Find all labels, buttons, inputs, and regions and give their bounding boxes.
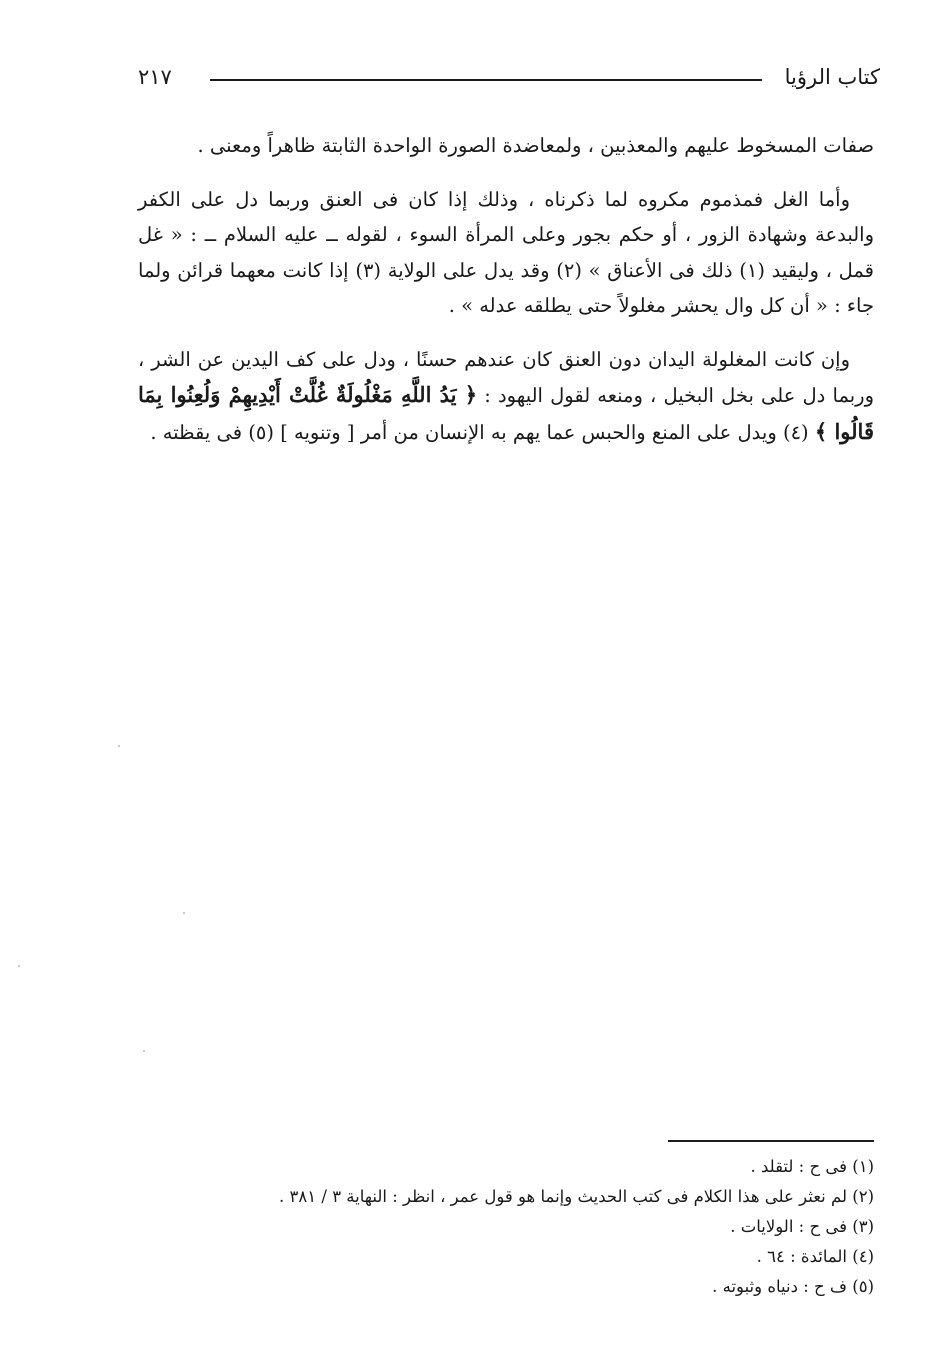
paragraph-text: وأما الغل فمذموم مكروه لما ذكرناه ، وذلك إذا كان فى العنق وربما دل على الكفر والبدعة وشهادة الزور ، أو حكم بجور وعلى المرأة السوء ، لقوله ــ عليه السلام ــ : « غل قمل ، وليقيد (١) ذلك فى الأعناق » (٢) وقد يدل على الولاية (٣) إذا كانت معهما قرائن ولما جاء : « أن كل وال يحشر مغلولاً حتى يطلقه عدله » . (138, 187, 875, 317)
scan-speck (183, 912, 185, 914)
footnote-5: (٥) ف ح : دنياه وثبوته . (712, 1277, 874, 1296)
footnote-4: (٤) المائدة : ٦٤ . (756, 1247, 874, 1266)
book-title: كتاب الرؤيا (784, 65, 880, 89)
paragraph-2 (138, 182, 874, 324)
paragraph-text-after-quote: (٤) ويدل على المنع والحبس عما يهم به الإنسان من أمر [ وتنويه ] (٥) فى يقظته . (150, 420, 815, 444)
running-header (138, 62, 880, 92)
header-rule (210, 79, 762, 81)
footnote-3: (٣) فى ح : الولايات . (730, 1217, 874, 1236)
scan-speck (118, 745, 120, 747)
footnote-2: (٢) لم نعثر على هذا الكلام فى كتب الحديث وإنما هو قول عمر ، انظر : النهاية ٣ / ٣٨١ . (279, 1187, 874, 1206)
scan-speck (143, 1050, 145, 1052)
footnote-separator (668, 1140, 874, 1142)
paragraph-3 (138, 342, 874, 451)
quran-quote: ﴿ يَدُ اللَّهِ مَغْلُولَةٌ غُلَّتْ أَيْدِيهِمْ وَلُعِنُوا بِمَا قَالُوا ﴾ (138, 382, 874, 444)
footnotes-list (134, 1152, 874, 1302)
paragraph-text: صفات المسخوط عليهم والمعذبين ، ولمعاضدة الصورة الواحدة الثابتة ظاهراً ومعنى . (197, 134, 874, 157)
page-number: ٢١٧ (138, 65, 172, 89)
body-text (138, 128, 874, 468)
paragraph-1 (138, 128, 874, 164)
footnote-1: (١) فى ح : لتقلد . (750, 1157, 874, 1176)
scan-speck (18, 965, 20, 967)
paragraph-text-before-quote: وإن كانت المغلولة اليدان دون العنق كان عندهم حسنًا ، ودل على كف اليدين عن الشر ، وربما دل على بخل البخيل ، ومنعه لقول اليهود : (138, 347, 874, 407)
